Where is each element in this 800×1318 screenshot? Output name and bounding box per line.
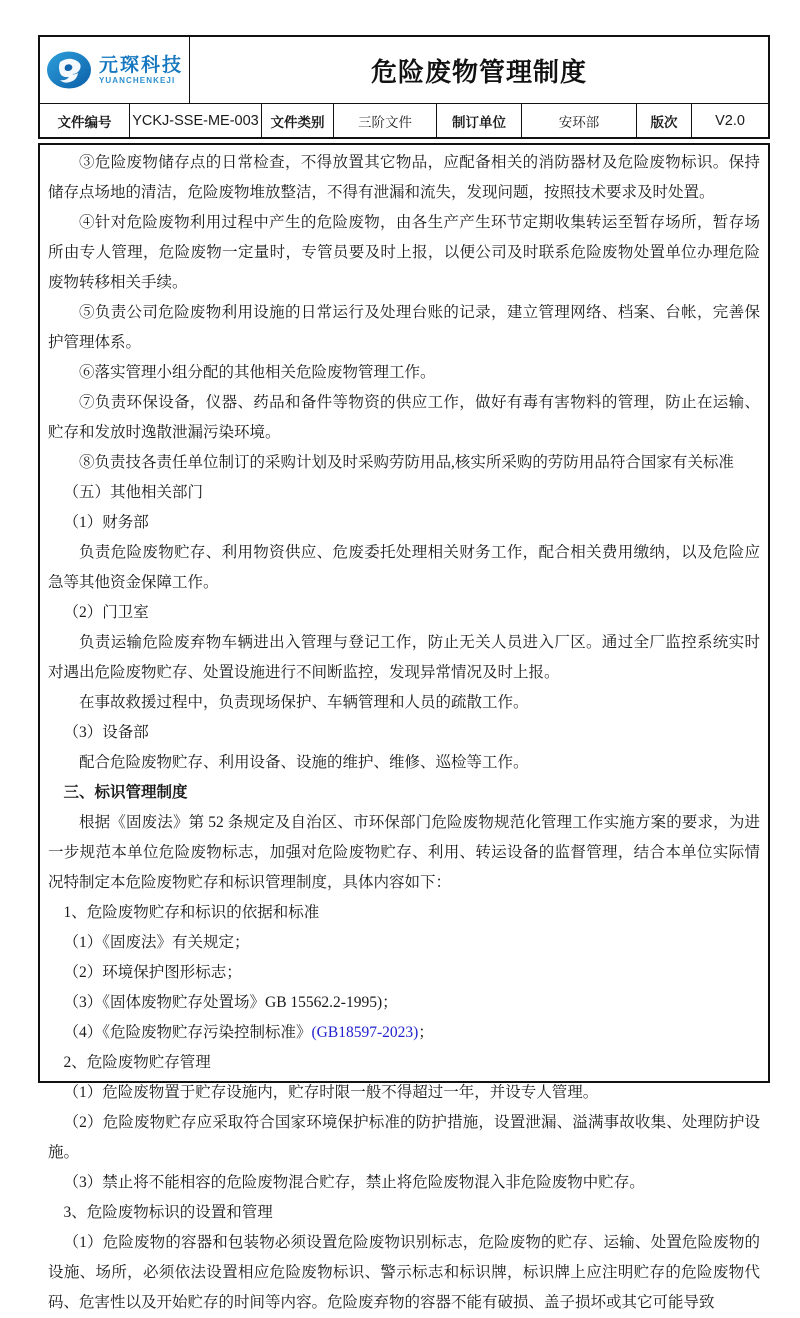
paragraph-text: 负责运输危险废弃物车辆进出入管理与登记工作，防止无关人员进入厂区。通过全厂监控系统实时对遇出危险废物贮存、处置设施进行不间断监控，发现异常情况及时上报。 — [48, 634, 760, 681]
paragraph — [48, 628, 760, 688]
paragraph — [48, 808, 760, 898]
paragraph-text: ⑤负责公司危险废物利用设施的日常运行及处理台账的记录，建立管理网络、档案、台帐，完善保护管理体系。 — [48, 304, 760, 351]
paragraph-text: （1）财务部 — [63, 514, 149, 531]
meta-value-doc-number: YCKJ-SSE-ME-003 — [130, 104, 262, 137]
paragraph — [48, 148, 760, 208]
page-title: 危险废物管理制度 — [370, 57, 587, 87]
paragraph-text: （2）门卫室 — [63, 604, 149, 621]
paragraph-text: ⑧负责技各责任单位制订的采购计划及时采购劳防用品,核实所采购的劳防用品符合国家有关标准 — [79, 454, 734, 471]
paragraph-text: （3）禁止将不能相容的危险废物混合贮存，禁止将危险废物混入非危险废物中贮存。 — [63, 1174, 645, 1191]
meta-value-doc-category: 三阶文件 — [334, 104, 437, 137]
header-meta-row — [40, 104, 768, 137]
meta-label-doc-number: 文件编号 — [40, 104, 130, 137]
paragraph — [48, 718, 760, 748]
paragraph-text: 2、危险废物贮存管理 — [63, 1054, 211, 1071]
paragraph-text: （五）其他相关部门 — [63, 484, 204, 501]
paragraph-text: ⑥落实管理小组分配的其他相关危险废物管理工作。 — [79, 364, 436, 381]
paragraph-text: 在事故救援过程中，负责现场保护、车辆管理和人员的疏散工作。 — [79, 694, 529, 711]
paragraph — [48, 478, 760, 508]
paragraph — [48, 1168, 760, 1198]
document-header-table — [38, 35, 770, 139]
paragraph — [48, 358, 760, 388]
paragraph — [48, 508, 760, 538]
paragraph — [48, 1048, 760, 1078]
paragraph — [48, 538, 760, 598]
paragraph — [48, 1078, 760, 1108]
paragraph — [48, 988, 760, 1018]
paragraph-text: （1）《固废法》有关规定； — [63, 934, 250, 951]
paragraph — [48, 958, 760, 988]
paragraph-text: （3）《固体废物贮存处置场》GB 15562.2-1995)； — [63, 994, 398, 1011]
document-body — [38, 143, 770, 1311]
paragraph — [48, 298, 760, 358]
company-name — [99, 56, 183, 85]
standard-code-text: (GB18597-2023) — [311, 1024, 419, 1041]
company-name-en: YUANCHENKEJI — [98, 75, 176, 85]
document-sheet — [38, 35, 770, 1311]
paragraph-text: （2）危险废物贮存应采取符合国家环境保护标准的防护措施，设置泄漏、溢满事故收集、处理防护设施。 — [48, 1114, 760, 1161]
paragraph — [48, 448, 760, 478]
company-name-cn: 元琛科技 — [98, 54, 183, 76]
paragraph — [48, 388, 760, 448]
paragraph — [48, 1228, 760, 1318]
meta-label-version: 版次 — [637, 104, 692, 137]
paragraph-text: ； — [418, 1024, 434, 1041]
paragraph — [48, 748, 760, 778]
header-title-row — [40, 37, 768, 104]
company-logo — [40, 37, 190, 103]
paragraph-text: （1）危险废物置于贮存设施内，贮存时限一般不得超过一年，并设专人管理。 — [63, 1084, 599, 1101]
meta-value-issuing-dept: 安环部 — [522, 104, 637, 137]
paragraph-text: 3、危险废物标识的设置和管理 — [63, 1204, 273, 1221]
meta-label-doc-category: 文件类别 — [262, 104, 334, 137]
paragraph — [48, 1018, 760, 1048]
meta-label-issuing-dept: 制订单位 — [437, 104, 522, 137]
paragraph-text: ③危险废物储存点的日常检查，不得放置其它物品，应配备相关的消防器材及危险废物标识。保持储存点场地的清洁，危险废物堆放整洁，不得有泄漏和流失，发现问题，按照技术要求及时处置。 — [48, 154, 760, 201]
paragraph-text: ④针对危险废物利用过程中产生的危险废物，由各生产产生环节定期收集转运至暂存场所，暂存场所由专人管理，危险废物一定量时，专管员要及时上报，以便公司及时联系危险废物处置单位办理危险废物转移相关手续。 — [48, 214, 760, 291]
company-swirl-logo-icon — [46, 51, 92, 89]
meta-value-version: V2.0 — [715, 112, 745, 129]
paragraph-text: （2）环境保护图形标志； — [63, 964, 242, 981]
paragraph — [48, 928, 760, 958]
title-cell — [190, 37, 768, 103]
paragraph-text: 根据《固废法》第 52 条规定及自治区、市环保部门危险废物规范化管理工作实施方案的要求，为进一步规范本单位危险废物标志，加强对危险废物贮存、利用、转运设备的监督管理，结合本单位实际情况特制定本危险废物贮存和标识管理制度，具体内容如下： — [48, 814, 760, 891]
paragraph — [48, 598, 760, 628]
paragraph — [48, 688, 760, 718]
paragraph-text: 负责危险废物贮存、利用物资供应、危废委托处理相关财务工作，配合相关费用缴纳，以及危险应急等其他资金保障工作。 — [48, 544, 760, 591]
paragraph — [48, 898, 760, 928]
paragraph-text: （3）设备部 — [63, 724, 149, 741]
paragraph — [48, 778, 760, 808]
paragraph — [48, 1108, 760, 1168]
paragraph-text: （1）危险废物的容器和包装物必须设置危险废物识别标志，危险废物的贮存、运输、处置危险废物的设施、场所，必须依法设置相应危险废物标识、警示标志和标识牌，标识牌上应注明贮存的危险废物代码、危害性以及开始贮存的时间等内容。危险废弃物的容器不能有破损、盖子损坏或其它可能导致 — [48, 1234, 760, 1311]
paragraph-text: 1、危险废物贮存和标识的依据和标准 — [63, 904, 320, 921]
paragraph — [48, 208, 760, 298]
paragraph-text: 配合危险废物贮存、利用设备、设施的维护、维修、巡检等工作。 — [79, 754, 529, 771]
paragraph-text: （4）《危险废物贮存污染控制标准》 — [63, 1024, 312, 1041]
paragraph-text: ⑦负责环保设备，仪器、药品和备件等物资的供应工作，做好有毒有害物料的管理，防止在运输、贮存和发放时逸散泄漏污染环境。 — [48, 394, 760, 441]
paragraph — [48, 1198, 760, 1228]
paragraph-text: 三、标识管理制度 — [63, 784, 188, 801]
